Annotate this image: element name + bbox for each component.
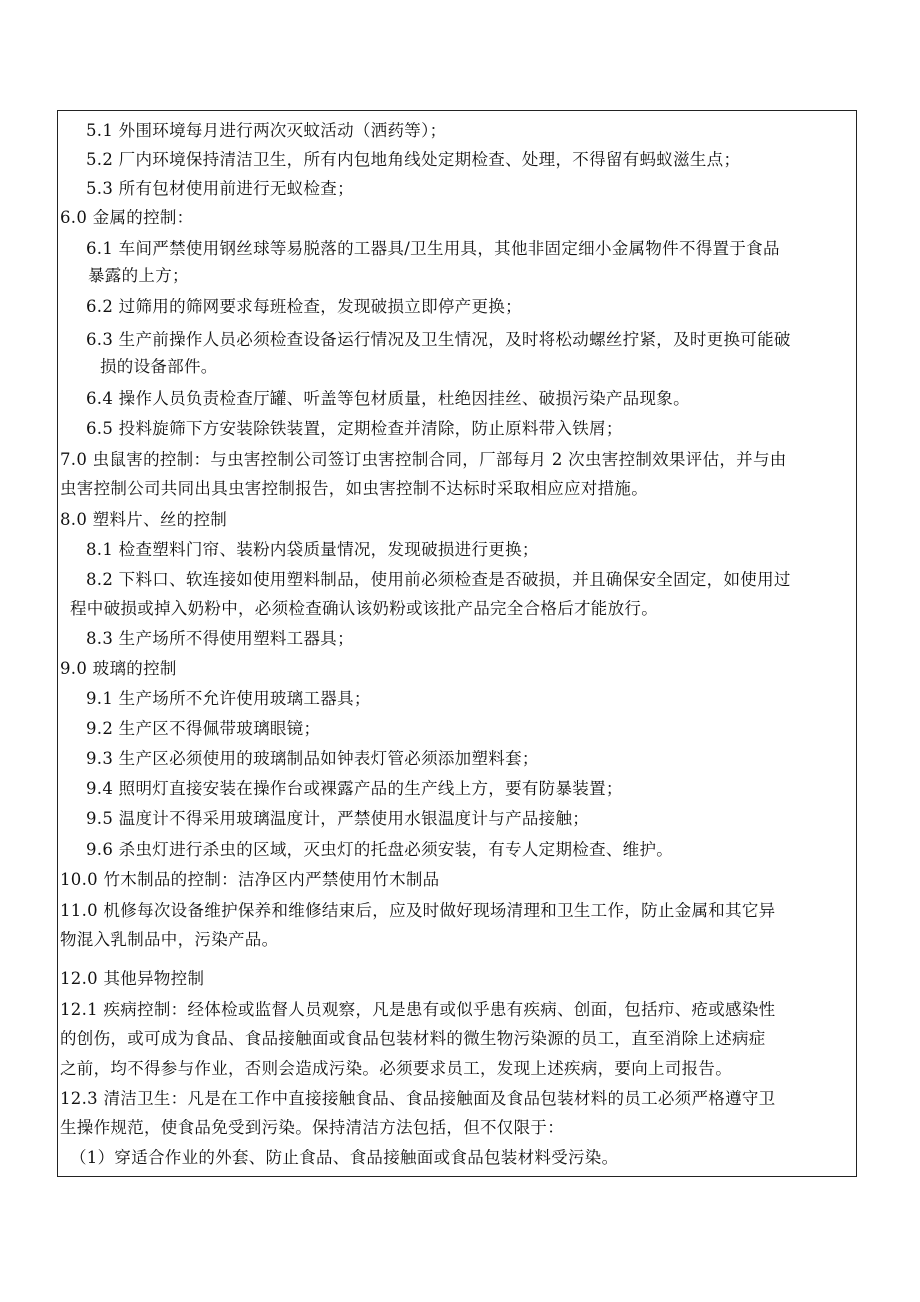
text-line: 物混入乳制品中，污染产品。 [60,930,279,949]
text-line: 9.2 生产区不得佩带玻璃眼镜； [86,719,321,738]
text-line: 的创伤，或可成为食品、食品接触面或食品包装材料的微生物污染源的员工，直至消除上述病症 [60,1029,766,1048]
text-line: 8.2 下料口、软连接如使用塑料制品，使用前必须检查是否破损，并且确保安全固定，如使用过 [86,570,791,589]
section-heading: 10.0 竹木制品的控制：洁净区内严禁使用竹木制品 [60,870,440,889]
text-line: 虫害控制公司共同出具虫害控制报告，如虫害控制不达标时采取相应应对措施。 [60,479,648,498]
text-line: 9.6 杀虫灯进行杀虫的区域，灭虫灯的托盘必须安装，有专人定期检查、维护。 [86,840,674,859]
text-line: 6.5 投料旋筛下方安装除铁装置，定期检查并清除，防止原料带入铁屑； [86,419,623,438]
section-heading: 8.0 塑料片、丝的控制 [60,510,228,529]
text-line: 损的设备部件。 [100,357,218,376]
section-heading: 7.0 虫鼠害的控制：与虫害控制公司签订虫害控制合同，厂部每月 2 次虫害控制效果评估，并与由 [60,450,787,469]
text-line: 8.1 检查塑料门帘、装粉内袋质量情况，发现破损进行更换； [86,540,539,559]
section-heading: 6.0 金属的控制： [60,208,194,227]
text-line: 6.3 生产前操作人员必须检查设备运行情况及卫生情况，及时将松动螺丝拧紧，及时更换可能破 [86,330,791,349]
text-line: 6.4 操作人员负责检查厅罐、听盖等包材质量，杜绝因挂丝、破损污染产品现象。 [86,389,690,408]
section-heading: 11.0 机修每次设备维护保养和维修结束后，应及时做好现场清理和卫生工作，防止金属和其它异 [60,901,776,920]
text-line: 9.3 生产区必须使用的玻璃制品如钟表灯管必须添加塑料套； [86,749,539,768]
text-line: 6.1 车间严禁使用钢丝球等易脱落的工器具/卫生用具，其他非固定细小金属物件不得置于食品 [86,239,780,258]
document-frame [57,110,857,1177]
text-line: 9.1 生产场所不允许使用玻璃工器具； [86,689,371,708]
text-line: 5.2 厂内环境保持清洁卫生，所有内包地角线处定期检查、处理，不得留有蚂蚁滋生点； [86,150,741,169]
text-line: 5.3 所有包材使用前进行无蚁检查； [86,179,354,198]
text-line: （1）穿适合作业的外套、防止食品、食品接触面或食品包装材料受污染。 [70,1148,619,1167]
text-line: 6.2 过筛用的筛网要求每班检查，发现破损立即停产更换； [86,297,522,316]
text-line: 9.5 温度计不得采用玻璃温度计，严禁使用水银温度计与产品接触； [86,809,590,828]
text-line: 5.1 外围环境每月进行两次灭蚊活动（洒药等）； [86,121,447,140]
section-heading: 12.0 其他异物控制 [60,969,205,988]
text-line: 8.3 生产场所不得使用塑料工器具； [86,629,354,648]
text-line: 12.1 疾病控制：经体检或监督人员观察，凡是患有或似乎患有疾病、创面，包括疖、疮或感染性 [60,1000,776,1019]
section-heading: 9.0 玻璃的控制 [60,659,177,678]
text-line: 程中破损或掉入奶粉中，必须检查确认该奶粉或该批产品完全合格后才能放行。 [70,599,658,618]
text-line: 暴露的上方； [88,266,189,285]
text-line: 12.3 清洁卫生：凡是在工作中直接接触食品、食品接触面及食品包装材料的员工必须严格遵守卫 [60,1089,776,1108]
text-line: 9.4 照明灯直接安装在操作台或裸露产品的生产线上方，要有防暴装置； [86,779,623,798]
text-line: 生操作规范，使食品免受到污染。保持清洁方法包括，但不仅限于： [60,1118,564,1137]
text-line: 之前，均不得参与作业，否则会造成污染。必须要求员工，发现上述疾病，要向上司报告。 [60,1059,732,1078]
